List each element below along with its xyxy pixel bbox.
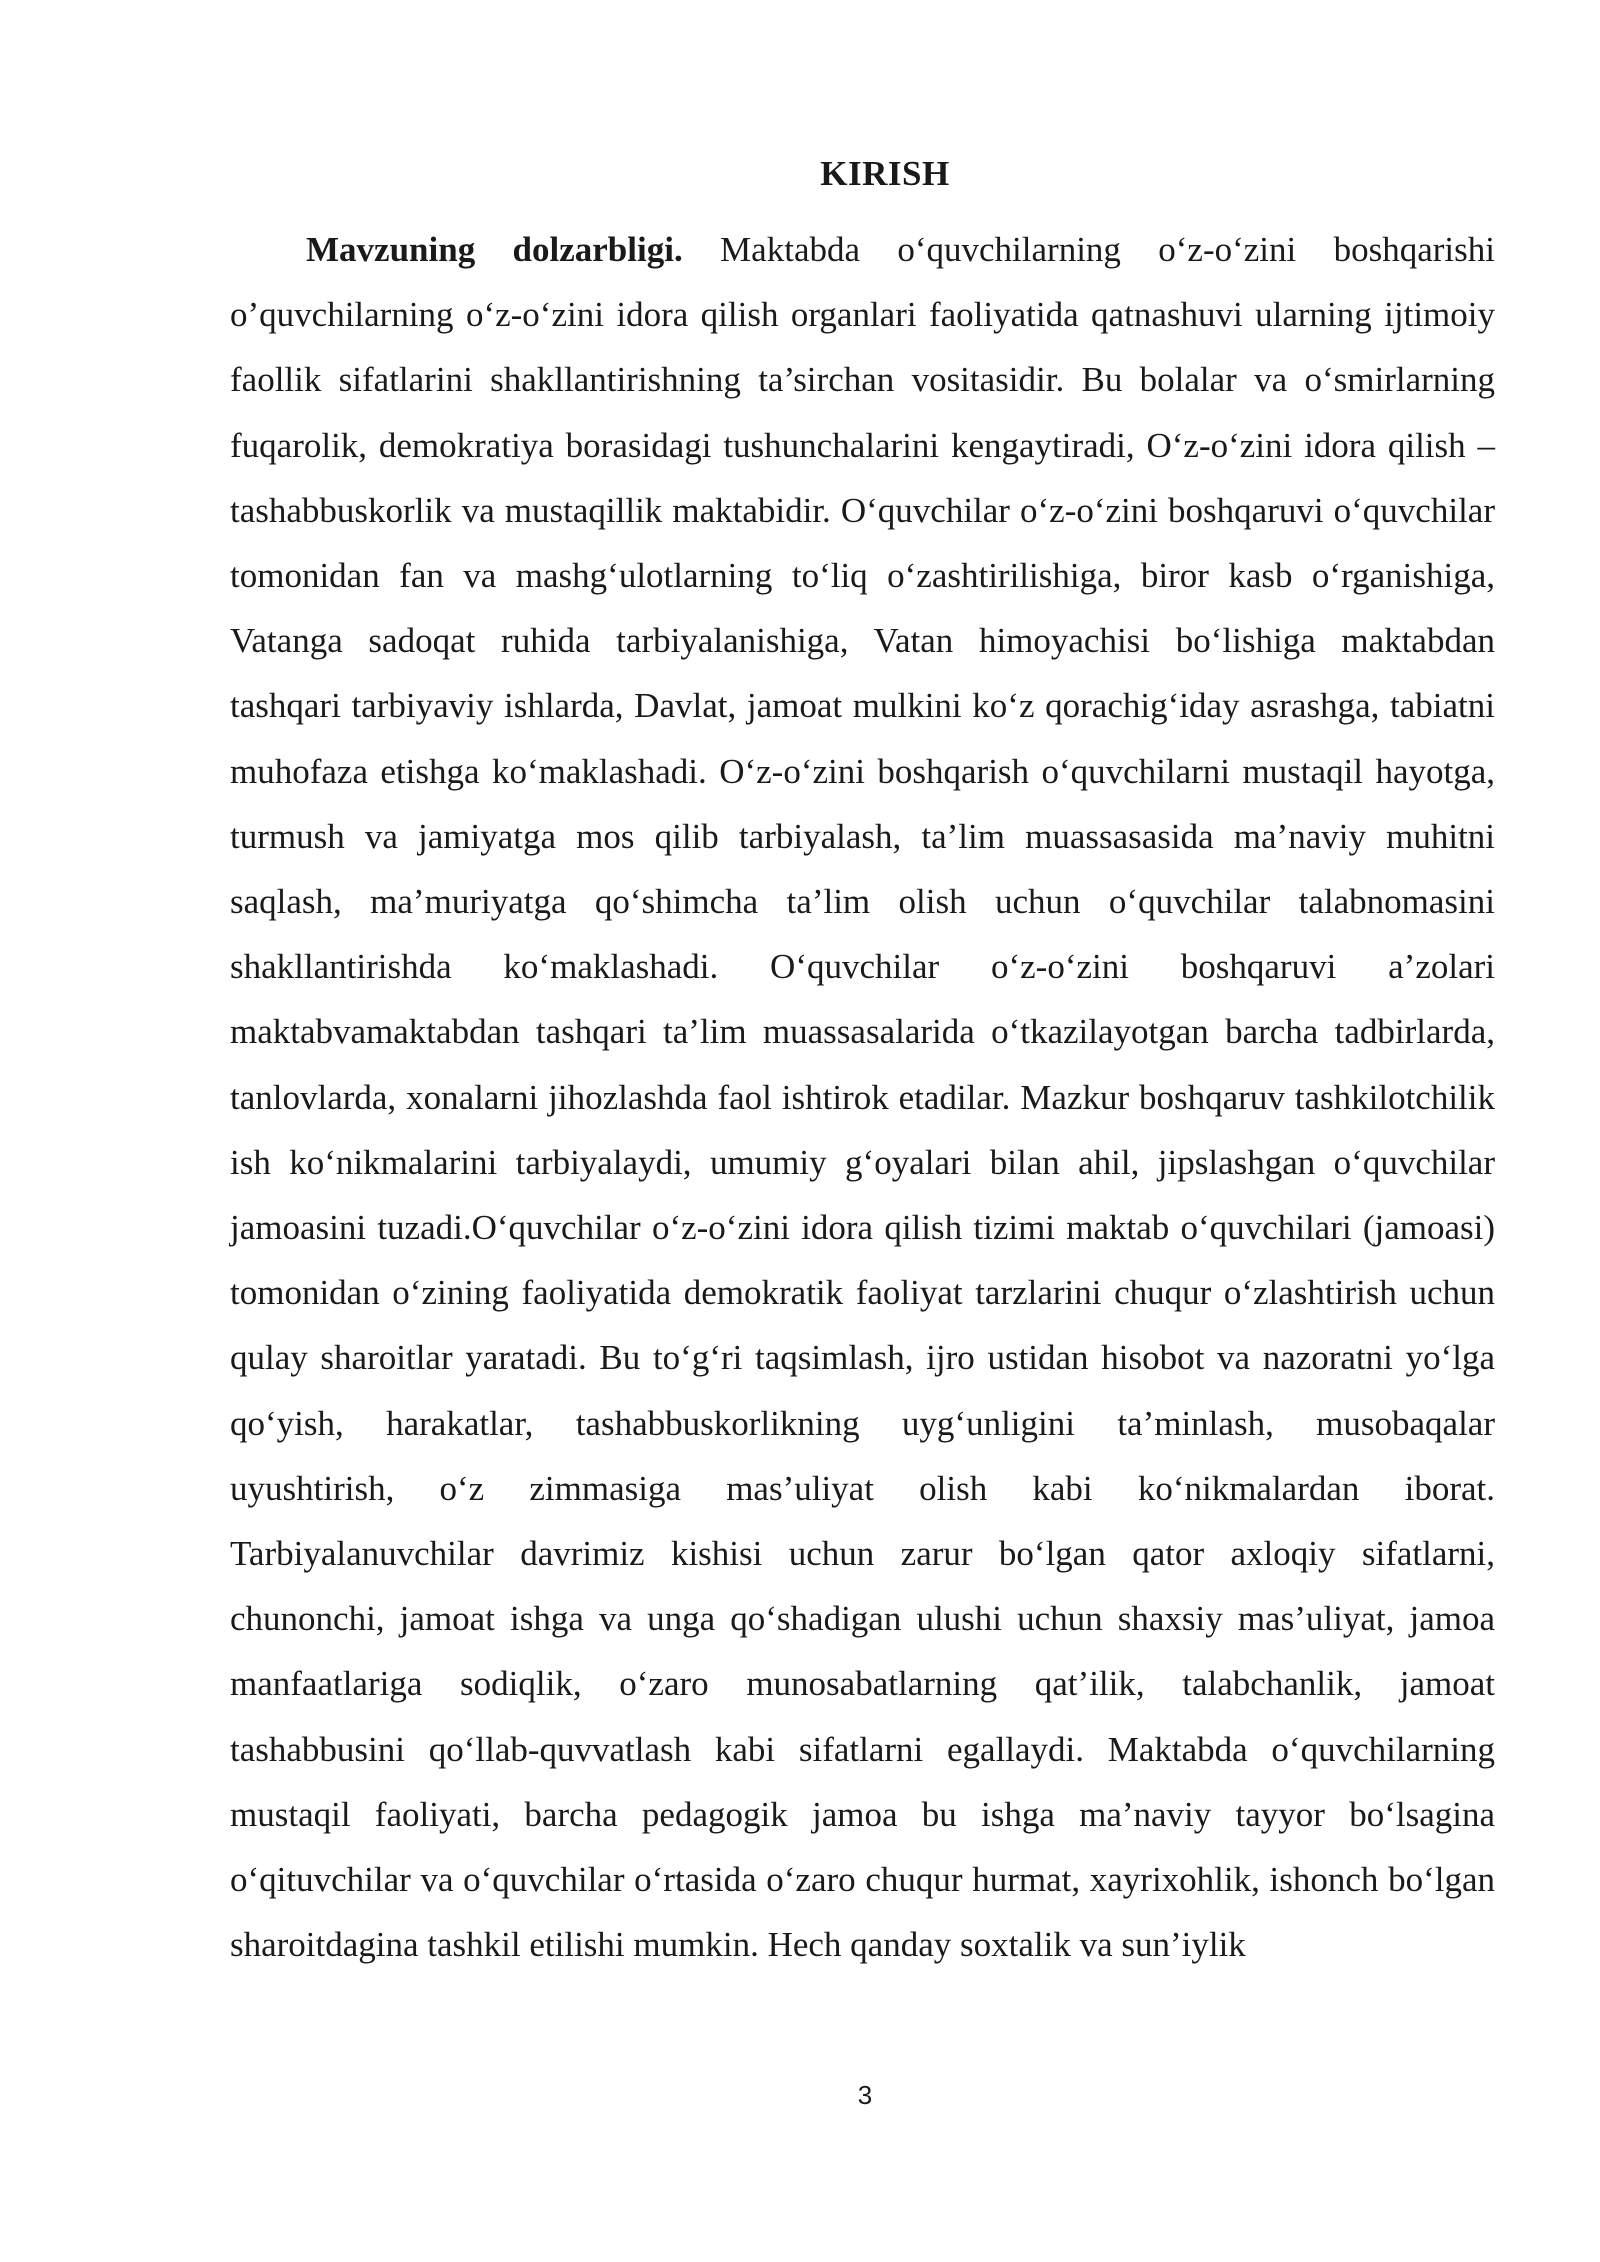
page-number: 3: [857, 2080, 873, 2110]
paragraph-text: Maktabda o‘quvchilarning o‘z-o‘zini boshqarishi o’quvchilarning o‘z-o‘zini idora qilish organlari faoliyatida qatnashuvi ularning ijtimoiy faollik sifatlarini shakllantirishning ta’sirchan vositasidir. Bu bolalar va o‘smirlarning fuqarolik, demokratiya borasidagi tushunchalarini kengaytiradi, O‘z-o‘zini idora qilish – tashabbuskorlik va mustaqillik maktabidir. O‘quvchilar o‘z-o‘zini boshqaruvi o‘quvchilar tomonidan fan va mashg‘ulotlarning to‘liq o‘zashtirilishiga, biror kasb o‘rganishiga, Vatanga sadoqat ruhida tarbiyalanishiga, Vatan himoyachisi bo‘lishiga maktabdan tashqari tarbiyaviy ishlarda, Davlat, jamoat mulkini ko‘z qorachig‘iday asrashga, tabiatni muhofaza etishga ko‘maklashadi. O‘z-o‘zini boshqarish o‘quvchilarni mustaqil hayotga, turmush va jamiyatga mos qilib tarbiyalash, ta’lim muassasasida ma’naviy muhitni saqlash, ma’muriyatga qo‘shimcha ta’lim olish uchun o‘quvchilar talabnomasini shakllantirishda ko‘maklashadi. O‘quvchilar o‘z-o‘zini boshqaruvi a’zolari maktabvamaktabdan tashqari ta’lim muassasalarida o‘tkazilayotgan barcha tadbirlarda, tanlovlarda, xonalarni jihozlashda faol ishtirok etadilar. Mazkur boshqaruv tashkilotchilik ish ko‘nikmalarini tarbiyalaydi, umumiy g‘oyalari bilan ahil, jipslashgan o‘quvchilar jamoasini tuzadi.O‘quvchilar o‘z-o‘zini idora qilish tizimi maktab o‘quvchilari (jamoasi) tomonidan o‘zining faoliyatida demokratik faoliyat tarzlarini chuqur o‘zlashtirish uchun qulay sharoitlar yaratadi. Bu to‘g‘ri taqsimlash, ijro ustidan hisobot va nazoratni yo‘lga qo‘yish, harakatlar, tashabbuskorlikning uyg‘unligini ta’minlash, musobaqalar uyushtirish, o‘z zimmasiga mas’uliyat olish kabi ko‘nikmalardan iborat. Tarbiyalanuvchilar davrimiz kishisi uchun zarur bo‘lgan qator axloqiy sifatlarni, chunonchi, jamoat ishga va unga qo‘shadigan ulushi uchun shaxsiy mas’uliyat, jamoa manfaatlariga sodiqlik, o‘zaro munosabatlarning qat’ilik, talabchanlik, jamoat tashabbusini qo‘llab-quvvatlash kabi sifatlarni egallaydi. Maktabda o‘quvchilarning mustaqil faoliyati, barcha pedagogik jamoa bu ishga ma’naviy tayyor bo‘lsagina o‘qituvchilar va o‘quvchilar o‘rtasida o‘zaro chuqur hurmat, xayrixohlik, ishonch bo‘lgan sharoitdagina tashkil etilishi mumkin. Hech qanday soxtalik va sun’iylik: [230, 230, 1495, 1965]
section-heading: KIRISH: [820, 154, 950, 193]
paragraph-lead-bold: Mavzuning dolzarbligi.: [306, 230, 683, 269]
body-paragraph: [230, 217, 1495, 1977]
